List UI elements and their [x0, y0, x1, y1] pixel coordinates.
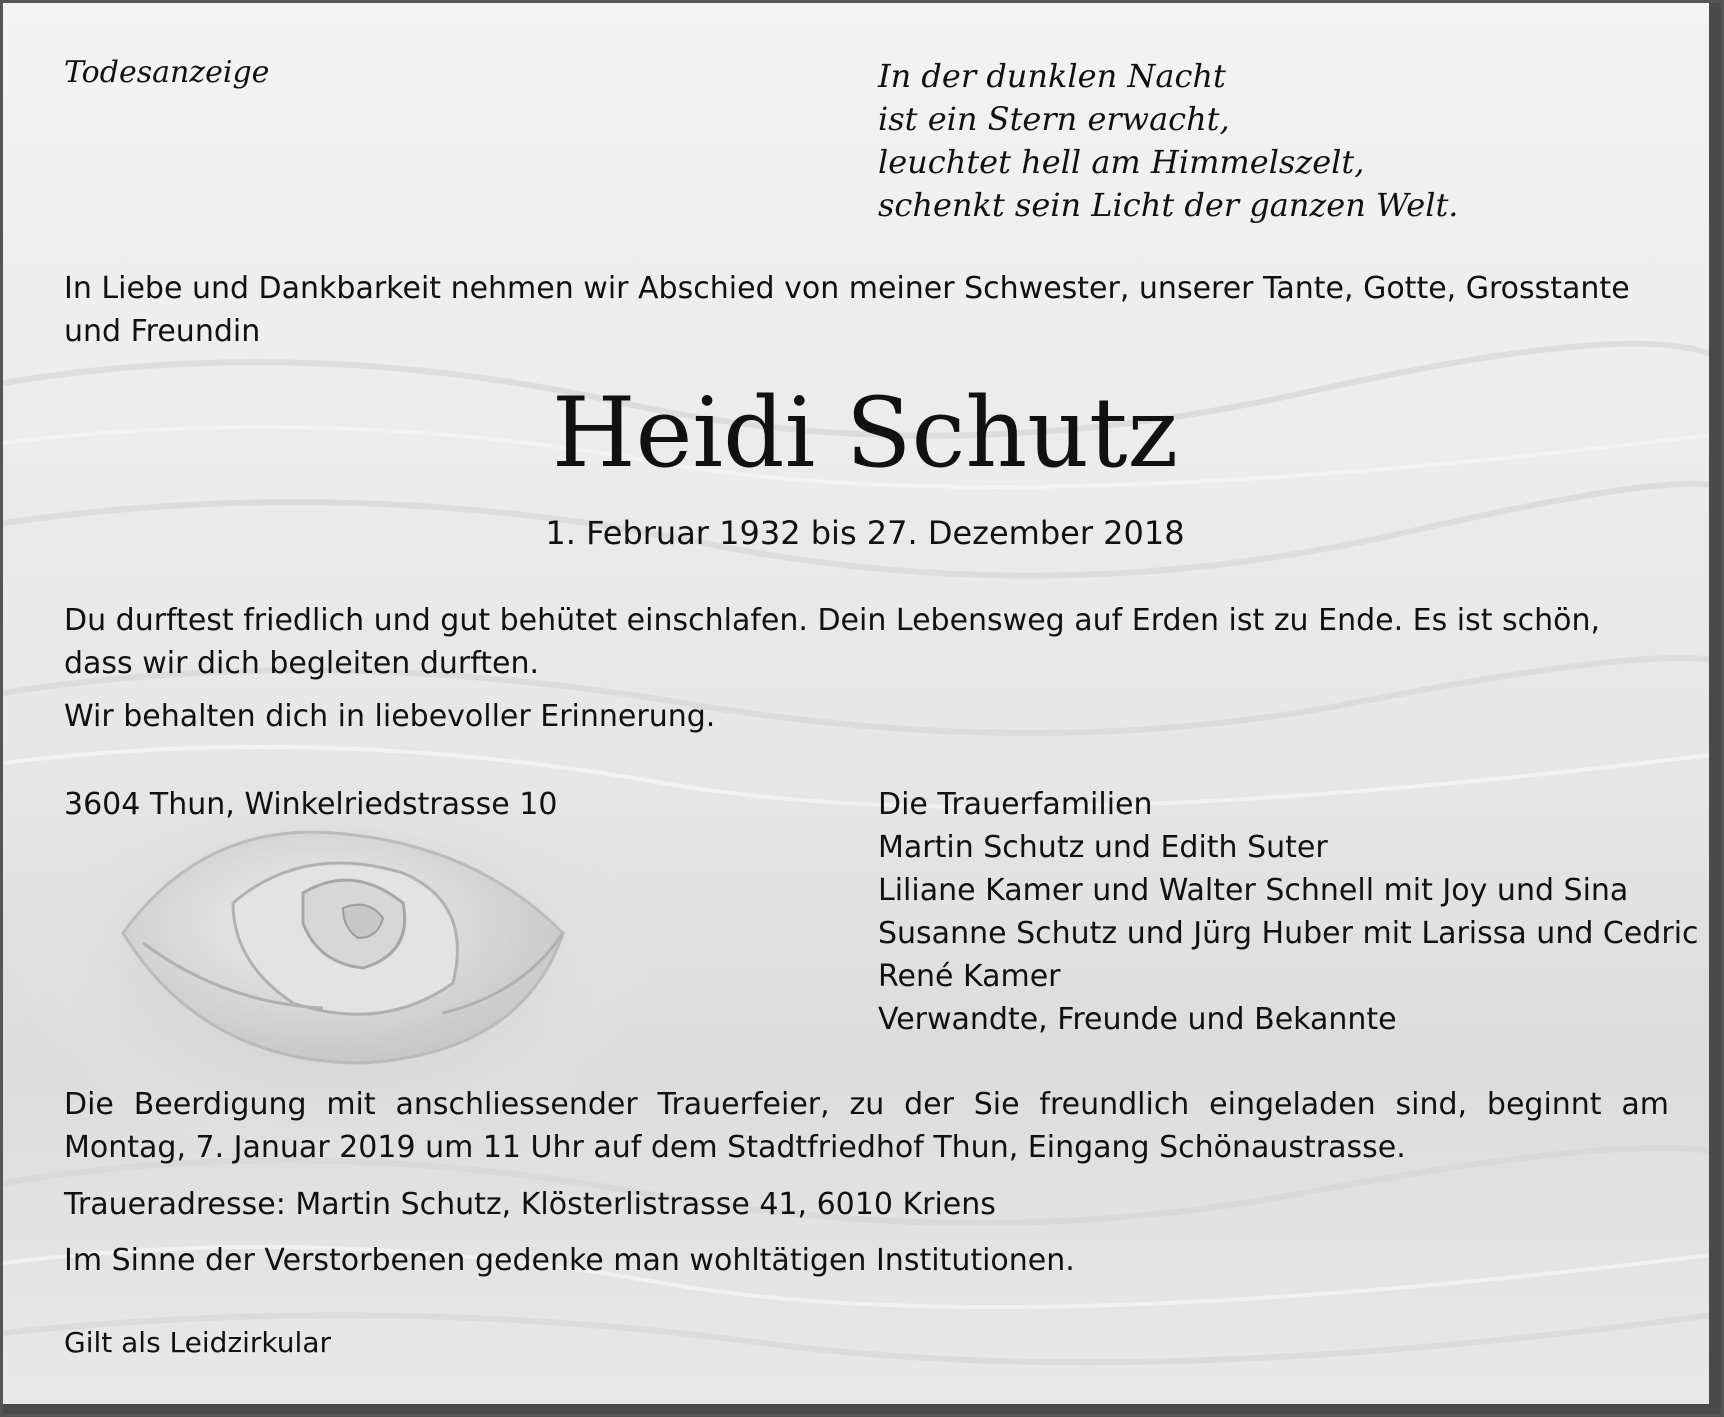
donation-note: Im Sinne der Verstorbenen gedenke man wohltätigen Institutionen.	[64, 1243, 1075, 1278]
circular-note: Gilt als Leidzirkular	[64, 1326, 331, 1359]
farewell-text: Du durftest friedlich und gut behütet einschlafen. Dein Lebensweg auf Erden ist zu Ende. Es ist schön, dass wir dich begleiten durften.	[64, 603, 1601, 681]
family-line: Die Trauerfamilien	[878, 787, 1153, 822]
memory-text: Wir behalten dich in liebevoller Erinnerung.	[64, 699, 716, 734]
intro-text: In Liebe und Dankbarkeit nehmen wir Abschied von meiner Schwester, unserer Tante, Gotte, Grosstante und Freundin	[64, 271, 1630, 349]
poem	[878, 55, 1458, 227]
frame-edge-bottom	[3, 1404, 1721, 1414]
funeral-details: Die Beerdigung mit anschliessender Trauerfeier, zu der Sie freundlich eingeladen sind, beginnt am Montag, 7. Januar 2019 um 11 Uhr auf dem Stadtfriedhof Thun, Eingang Schönaustrasse.	[64, 1087, 1669, 1165]
poem-line: ist ein Stern erwacht,	[878, 100, 1230, 138]
poem-line: leuchtet hell am Himmelszelt,	[878, 143, 1365, 181]
poem-line: schenkt sein Licht der ganzen Welt.	[878, 186, 1459, 224]
family-line: Liliane Kamer und Walter Schnell mit Joy und Sina	[878, 873, 1629, 908]
notice-type-label: Todesanzeige	[64, 55, 270, 90]
mourning-family-list	[878, 783, 1699, 1041]
frame-edge-right	[1709, 3, 1721, 1414]
family-line: Martin Schutz und Edith Suter	[878, 830, 1328, 865]
residence-address: 3604 Thun, Winkelriedstrasse 10	[64, 787, 558, 822]
poem-line: In der dunklen Nacht	[878, 57, 1226, 95]
deceased-name: Heidi Schutz	[551, 377, 1179, 489]
family-line: René Kamer	[878, 959, 1061, 994]
life-dates: 1. Februar 1932 bis 27. Dezember 2018	[545, 514, 1185, 552]
family-line: Verwandte, Freunde und Bekannte	[878, 1002, 1397, 1037]
mourning-address: Traueradresse: Martin Schutz, Klösterlistrasse 41, 6010 Kriens	[64, 1187, 996, 1222]
family-line: Susanne Schutz und Jürg Huber mit Larissa und Cedric	[878, 916, 1699, 951]
